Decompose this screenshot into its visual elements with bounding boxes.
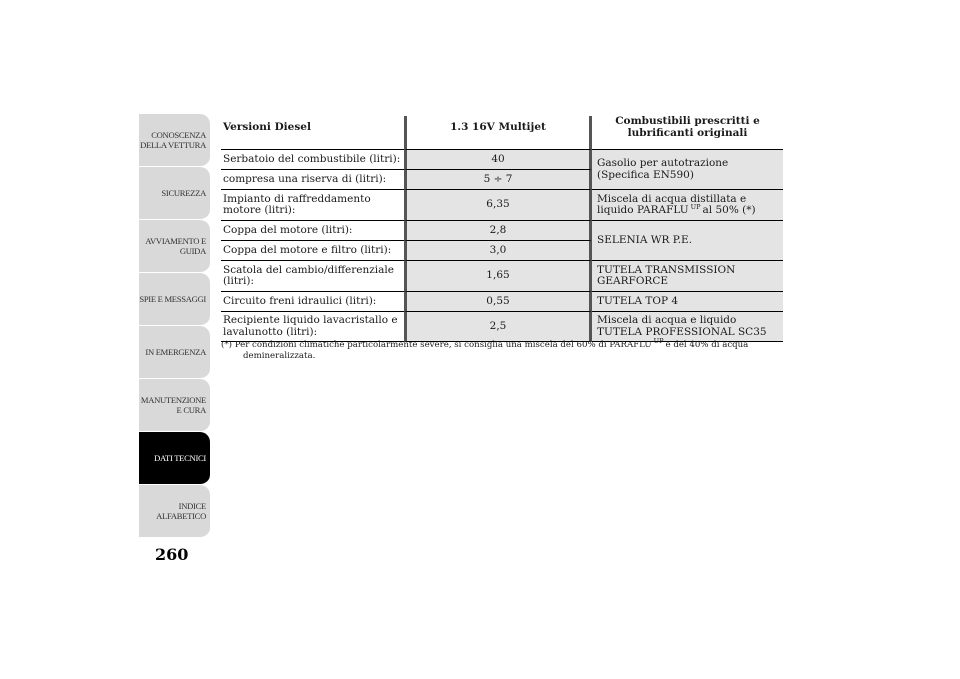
- tab-spie-e-messaggi[interactable]: [139, 273, 210, 326]
- tab-in-emergenza[interactable]: [139, 326, 210, 379]
- header-versions: Versioni Diesel: [223, 121, 311, 133]
- fluid-coolant: [592, 189, 783, 220]
- fluid-coolant-ratio: al 50% (*): [702, 204, 756, 216]
- footnote-line2: demineralizzata.: [243, 350, 316, 361]
- footnote-text-end: e del 40% di acqua: [665, 340, 749, 350]
- row-value-cooling: 6,35: [404, 189, 592, 220]
- fluid-engine-oil: SELENIA WR P.E.: [592, 220, 783, 260]
- tab-label: AVVIAMENTO E GUIDA: [145, 236, 206, 256]
- footnote-text: (*) Per condizioni climatiche particolarmente severe, si consiglia una miscela del 60% di PARAFLU: [221, 340, 652, 350]
- header-fluids: Combustibili prescritti e lubrificanti originali: [615, 115, 760, 139]
- tab-label: DATI TECNICI: [154, 453, 206, 463]
- row-value-oil-filter: 3,0: [404, 240, 592, 260]
- tab-conoscenza-della-vettura[interactable]: [139, 114, 210, 167]
- row-value-brakes: 0,55: [404, 291, 592, 311]
- row-label-oil-sump: Coppa del motore (litri):: [221, 220, 404, 240]
- fluid-gearbox: TUTELA TRANSMISSION GEARFORCE: [592, 260, 783, 291]
- row-value-reserve: 5 ÷ 7: [404, 169, 592, 189]
- footnote: [221, 337, 781, 361]
- page-number: 260: [155, 545, 189, 564]
- tab-label: SICUREZZA: [161, 188, 206, 198]
- row-label-fuel-tank: Serbatoio del combustibile (litri):: [221, 149, 404, 169]
- tab-dati-tecnici[interactable]: [139, 432, 210, 485]
- tab-indice-alfabetico[interactable]: [139, 485, 210, 538]
- tab-label: CONOSCENZA DELLA VETTURA: [140, 130, 206, 150]
- tab-label: SPIE E MESSAGGI: [139, 294, 206, 304]
- tab-label: IN EMERGENZA: [145, 347, 206, 357]
- row-value-gearbox: 1,65: [404, 260, 592, 291]
- row-label-reserve: compresa una riserva di (litri):: [221, 169, 404, 189]
- tab-avviamento-e-guida[interactable]: [139, 220, 210, 273]
- row-label-gearbox: Scatola del cambio/differenziale (litri):: [221, 260, 404, 291]
- fluid-coolant-text: Miscela di acqua distillata e liquido PARAFLU: [597, 192, 747, 216]
- tab-label: INDICE ALFABETICO: [156, 501, 206, 521]
- row-value-washer: 2,5: [404, 311, 592, 342]
- fluid-brakes: TUTELA TOP 4: [592, 291, 783, 311]
- superscript: UP: [690, 202, 701, 211]
- row-label-oil-filter: Coppa del motore e filtro (litri):: [221, 240, 404, 260]
- row-value-oil-sump: 2,8: [404, 220, 592, 240]
- capacities-table: [221, 116, 783, 342]
- row-label-cooling: Impianto di raffreddamento motore (litri):: [221, 189, 404, 220]
- tab-sicurezza[interactable]: [139, 167, 210, 220]
- header-engine: 1.3 16V Multijet: [404, 116, 592, 149]
- superscript: UP: [653, 337, 664, 346]
- row-label-washer: Recipiente liquido lavacristallo e lavalunotto (litri):: [221, 311, 404, 342]
- row-value-fuel-tank: 40: [404, 149, 592, 169]
- fluid-fuel: Gasolio per autotrazione (Specifica EN590): [592, 149, 783, 189]
- chapter-tabs: [139, 114, 210, 538]
- row-label-brakes: Circuito freni idraulici (litri):: [221, 291, 404, 311]
- tab-label: MANUTENZIONE E CURA: [140, 395, 206, 415]
- tab-manutenzione-e-cura[interactable]: [139, 379, 210, 432]
- fluid-washer: Miscela di acqua e liquido TUTELA PROFESSIONAL SC35: [592, 311, 783, 342]
